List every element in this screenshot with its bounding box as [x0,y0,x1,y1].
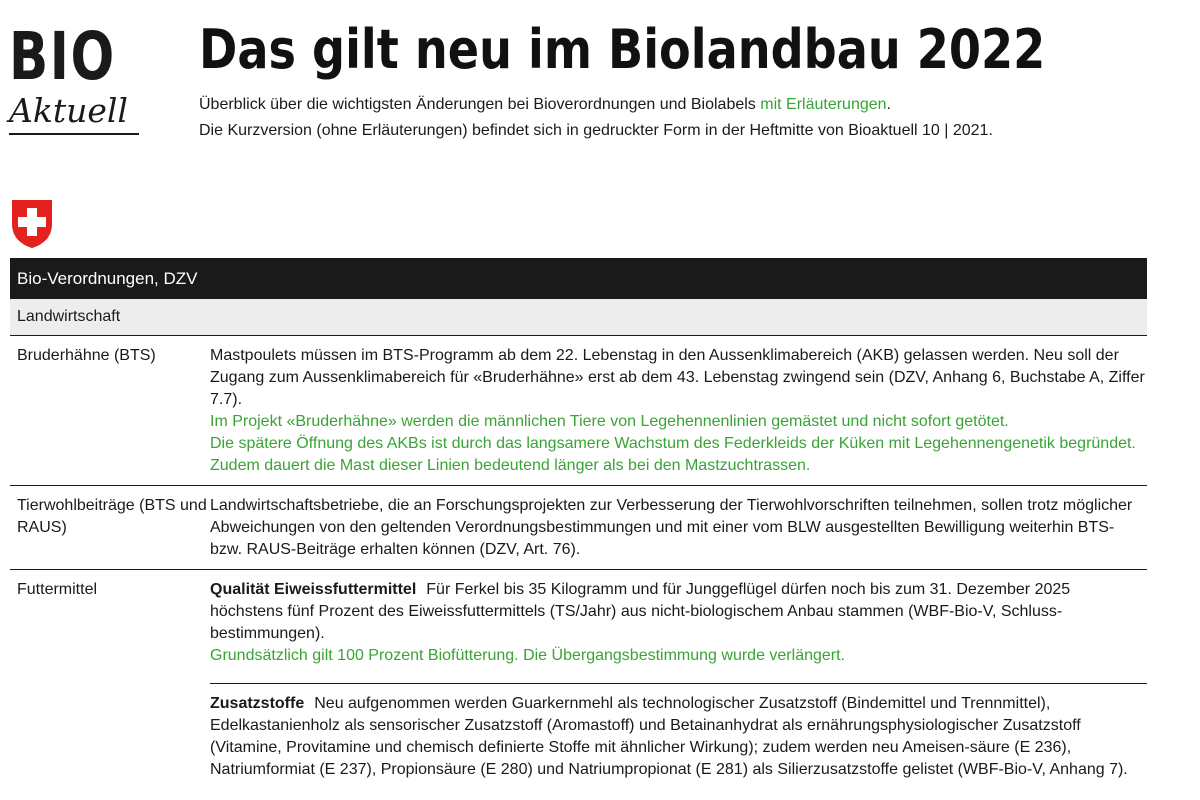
section-header: Bio-Verordnungen, DZV [10,258,1147,299]
term-label: Qualität Eiweissfuttermittel [210,581,417,598]
subsection-header: Landwirtschaft [10,299,1147,336]
intro-line-1-text: Überblick über die wichtigsten Änderungen bei Bioverordnungen und Biolabels [199,96,761,113]
swiss-cross-shield-icon [10,198,54,250]
bio-aktuell-logo [9,18,141,135]
row-label: Bruderhähne (BTS) [17,347,156,364]
regulations-table [10,258,1147,797]
intro-line-2: Die Kurzversion (ohne Erläuterungen) befindet sich in gedruckter Form in der Heftmitte von Bioaktuell 10 | 2021. [199,122,993,139]
explanation-note: Die spätere Öffnung des AKBs ist durch das langsamere Wachstum des Federkleids der Küken mit Legehennengenetik begründet. Zudem dauert die Mast dieser Linien bedeutend länger als bei den Mastzuchtrassen. [210,435,1136,474]
table-row [10,486,1147,570]
page-title: Das gilt neu im Biolandbau 2022 [199,18,1046,81]
row-text [210,693,1147,781]
explanation-note: Im Projekt «Bruderhähne» werden die männlichen Tiere von Legehennenlinien gemästet und nicht sofort getötet. [210,413,1009,430]
logo-aktuell-text: Aktuell [9,91,128,130]
row-content [210,336,1147,485]
logo-bio-text: BIO [9,18,116,95]
intro-line-1-period: . [886,96,891,113]
explanation-note: Grundsätzlich gilt 100 Prozent Biofütterung. Die Übergangsbestimmung wurde verlängert. [210,647,845,664]
table-row [10,570,1147,797]
term-text: Für Ferkel bis 35 Kilogramm und für Junggeflügel dürfen noch bis zum 31. Dezember 2025 höchstens fünf Prozent des Eiweissfuttermittels (TS/Jahr) aus nicht-biologischem Anbau stammen (WBF-Bio-V, Schluss-bestimmungen). [210,581,1071,642]
row-content [210,486,1147,569]
term-label: Zusatzstoffe [210,695,305,712]
table-row [10,336,1147,486]
row-text: Landwirtschaftsbetriebe, die an Forschungsprojekten zur Verbesserung der Tierwohlvorschriften teilnehmen, sollen trotz möglicher Abweichungen von den geltenden Verordnungsbestimmungen und mit einer vom BLW ausgestellten Bewilligung weiterhin BTS- bzw. RAUS-Beiträge erhalten können (DZV, Art. 76). [210,497,1133,558]
intro-text [199,92,1179,144]
row-content [210,570,1147,797]
term-text: Neu aufgenommen werden Guarkernmehl als technologischer Zusatzstoff (Bindemittel und Trennmittel), Edelkastanienholz als sensorischer Zusatzstoff (Aromastoff) und Betainanhydrat als ernährungsphysiologischer Zusatzstoff (Vitamine, Provitamine und chemisch definierte Stoffe mit ähnlicher Wirkung); zudem werden neu Ameisen-säure (E 236), Natriumformiat (E 237), Propionsäure (E 280) und Natriumpropionat (E 281) als Silierzusatzstoffe gelistet (WBF-Bio-V, Anhang 7). [210,695,1128,778]
intro-line-1 [199,92,1179,118]
row-label: Futtermittel [17,581,98,598]
feed-quality-block [210,579,1147,675]
row-label: Tierwohlbeiträge (BTS und RAUS) [17,497,207,536]
additives-block [210,683,1147,789]
explanations-link[interactable]: mit Erläuterungen [760,96,887,113]
row-text: Mastpoulets müssen im BTS-Programm ab dem 22. Lebenstag in den Aussenklimabereich (AKB) gelassen werden. Neu soll der Zugang zum Aussenklimabereich für «Bruderhähne» erst ab dem 43. Lebenstag zwingend sein (DZV, Anhang 6, Buchstabe A, Ziffer 7.7). [210,347,1145,408]
logo-underline [9,133,139,135]
row-text [210,579,1147,645]
